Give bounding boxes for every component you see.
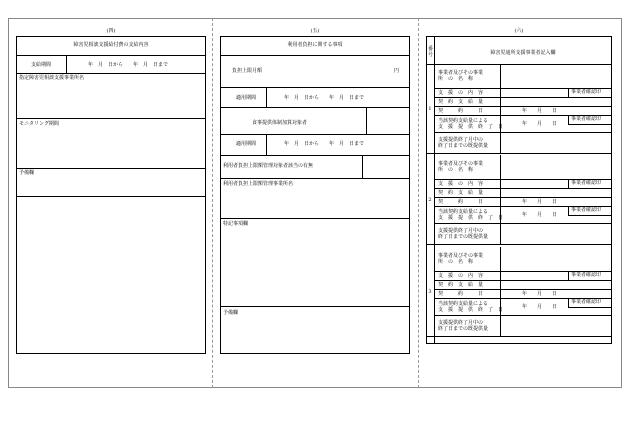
panel2-label: (五)	[310, 28, 320, 34]
divider	[426, 64, 612, 65]
end-date-label-line2: 支 援 提 供 終 了 日	[438, 306, 504, 313]
panel3-label: (六)	[514, 28, 524, 34]
divider	[568, 115, 569, 124]
contract-amount-label: 契 約 支 給 量	[438, 98, 484, 105]
confirm-stamp-label: 事業者確認印	[571, 207, 602, 213]
divider	[568, 271, 569, 280]
contract-date-label: 契 約 日	[438, 107, 484, 114]
end-date-label-line1: 当該契約支給量による	[438, 300, 489, 307]
notes2-label: 予備欄	[223, 310, 239, 316]
divider	[500, 197, 501, 206]
provider-label: 指定障害児相談支援事業所名	[19, 75, 85, 81]
divider	[16, 118, 206, 119]
panel2-title: 利用者負担に関する事項	[287, 42, 343, 48]
meal-label: 食事提供体制加算対象者	[252, 120, 308, 126]
confirm-stamp-label: 事業者確認印	[571, 180, 602, 186]
divider	[434, 223, 612, 224]
remaining-amount-label-line2: 終了日までの既提供量	[438, 142, 489, 149]
confirm-stamp-label: 事業者確認印	[571, 89, 602, 95]
num-header: 番号	[427, 46, 433, 58]
divider	[568, 179, 569, 188]
divider	[500, 106, 501, 115]
divider	[434, 244, 612, 245]
divider	[220, 107, 410, 108]
divider	[220, 218, 410, 219]
remaining-amount-label-line1: 支援提供終了月中の	[438, 319, 484, 326]
contract-date-label: 契 約 日	[438, 198, 484, 205]
cap-provider-label: 利用者負担上限額管理事業所名	[223, 181, 294, 187]
remaining-amount-label-line1: 支援提供終了月中の	[438, 136, 484, 143]
date-format: 年 月 日	[522, 120, 558, 127]
divider	[426, 153, 434, 154]
divider	[500, 271, 501, 280]
divider	[220, 155, 410, 156]
business-name-label-line2: 所 の 名 称	[438, 76, 474, 82]
divider	[266, 134, 267, 155]
notes-label: 予備欄	[19, 170, 35, 176]
divider	[16, 168, 206, 169]
cap-management-label: 利用者負担上限額管理対象者該当の有無	[223, 163, 314, 169]
divider	[66, 55, 67, 73]
business-name-label-line2: 所 の 名 称	[438, 167, 474, 173]
panel1-label: (四)	[106, 28, 116, 34]
business-name-label-line1: 事業者及びその事業	[438, 253, 484, 259]
divider	[220, 178, 410, 179]
limit-label: 負担上限月額	[232, 68, 263, 74]
remaining-amount-label-line2: 終了日までの既提供量	[438, 325, 489, 332]
end-date-label-line2: 支 援 提 供 終 了 日	[438, 214, 504, 221]
monitoring-label: モニタリング期間	[19, 121, 59, 127]
divider	[220, 306, 410, 307]
divider	[220, 87, 410, 88]
divider	[568, 298, 569, 307]
divider	[434, 153, 612, 154]
divider	[16, 55, 206, 56]
divider	[500, 280, 501, 289]
fold-line-1	[212, 18, 213, 388]
business-name-label-line1: 事業者及びその事業	[438, 161, 484, 167]
divider	[266, 87, 267, 107]
divider	[366, 107, 367, 134]
contract-amount-label: 契 約 支 給 量	[438, 189, 484, 196]
divider	[500, 88, 501, 97]
date-format: 年 月 日	[522, 290, 558, 297]
divider	[220, 134, 410, 135]
remaining-amount-label-line1: 支援提供終了月中の	[438, 227, 484, 234]
divider	[500, 223, 501, 244]
divider	[500, 315, 501, 336]
business-name-label-line2: 所 の 名 称	[438, 259, 474, 265]
end-date-label-line2: 支 援 提 供 終 了 日	[438, 123, 504, 130]
divider	[500, 64, 501, 88]
divider	[500, 179, 501, 188]
limit-unit: 円	[394, 68, 400, 74]
remaining-amount-label-line2: 終了日までの既提供量	[438, 233, 489, 240]
divider	[568, 307, 612, 308]
date-format: 年 月 日	[522, 107, 558, 114]
special-label: 特記事項欄	[223, 221, 249, 227]
divider	[500, 289, 501, 298]
period-value: 年 月 日から 年 月 日まで	[88, 62, 169, 68]
date-format: 年 月 日	[522, 198, 558, 205]
fold-line-2	[418, 18, 419, 388]
period-label: 支給期間	[31, 62, 52, 68]
divider	[434, 132, 612, 133]
confirm-stamp-label: 事業者確認印	[571, 272, 602, 278]
divider	[16, 196, 206, 197]
divider	[568, 215, 612, 216]
divider	[500, 132, 501, 153]
applicable2-label: 適用期間	[236, 141, 257, 147]
applicable-value: 年 月 日から 年 月 日まで	[284, 95, 365, 101]
divider	[500, 97, 501, 106]
end-date-label-line1: 当該契約支給量による	[438, 208, 489, 215]
date-format: 年 月 日	[522, 303, 558, 310]
contract-amount-label: 契 約 支 給 量	[438, 281, 484, 288]
applicable-label: 適用期間	[236, 95, 257, 101]
entry-number: 1	[428, 105, 432, 112]
divider	[362, 155, 363, 178]
support-content-label: 支 援 の 内 容	[438, 272, 484, 279]
entry-number: 2	[428, 196, 432, 203]
divider	[16, 73, 206, 74]
support-content-label: 支 援 の 内 容	[438, 180, 484, 187]
divider	[500, 155, 501, 179]
divider	[426, 336, 434, 337]
divider	[568, 206, 569, 215]
entry-number: 3	[428, 288, 432, 295]
divider	[568, 124, 612, 125]
panel1-table	[16, 36, 206, 354]
confirm-stamp-label: 事業者確認印	[571, 116, 602, 122]
end-date-label-line1: 当該契約支給量による	[438, 117, 489, 124]
divider	[434, 315, 612, 316]
divider	[500, 247, 501, 271]
divider	[426, 244, 434, 245]
divider	[220, 55, 410, 56]
support-content-label: 支 援 の 内 容	[438, 89, 484, 96]
divider	[500, 188, 501, 197]
panel3-title: 障害児通所支援事業者記入欄	[490, 50, 556, 56]
divider	[568, 88, 569, 97]
date-format: 年 月 日	[522, 211, 558, 218]
contract-date-label: 契 約 日	[438, 290, 484, 297]
divider	[434, 336, 612, 337]
panel1-title: 障害児相談支援給付費の支給内容	[73, 42, 149, 48]
business-name-label-line1: 事業者及びその事業	[438, 70, 484, 76]
confirm-stamp-label: 事業者確認印	[571, 299, 602, 305]
applicable2-value: 年 月 日から 年 月 日まで	[284, 141, 365, 147]
